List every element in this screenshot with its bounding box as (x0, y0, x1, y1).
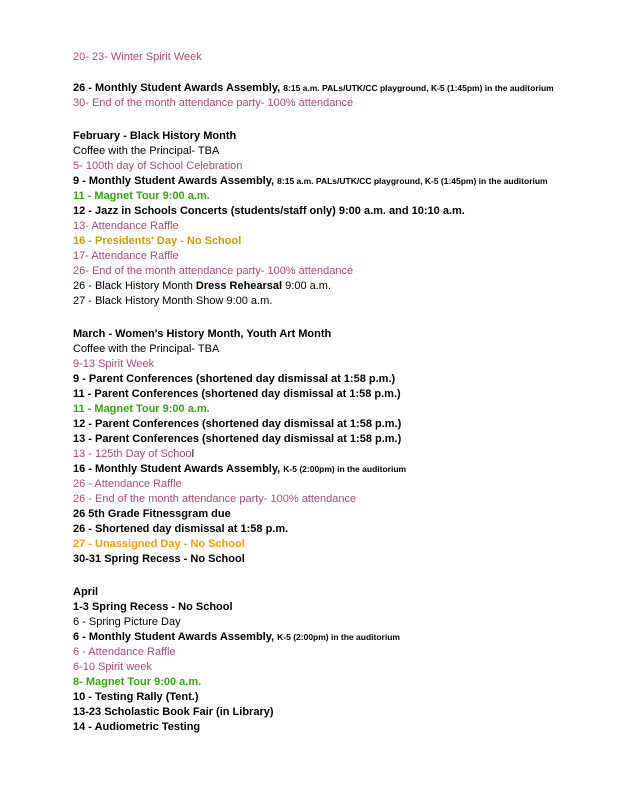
feb-rehearsal-pre: 26 - Black History Month (73, 280, 196, 292)
mar-conferences-11: 11 - Parent Conferences (shortened day dismissal at 1:58 p.m.) (73, 388, 401, 400)
feb-dress-rehearsal (73, 279, 578, 294)
mar-125th-day (73, 447, 578, 462)
feb-assembly-details: 8:15 a.m. PALs/UTK/CC playground, K-5 (1:45pm) in the auditorium (277, 176, 548, 186)
feb-rehearsal-post: 9:00 a.m. (282, 280, 332, 292)
apr-book-fair: 13-23 Scholastic Book Fair (in Library) (73, 706, 274, 718)
mar-spring-recess: 30-31 Spring Recess - No School (73, 553, 245, 565)
mar-assembly-title: 16 - Monthly Student Awards Assembly, (73, 463, 281, 475)
mar-raffle: 26 - Attendance Raffle (73, 478, 182, 490)
apr-assembly-details: K-5 (2:00pm) in the auditorium (277, 632, 400, 642)
mar-125th-day-text: 13 - 125th Day of Schoo (73, 448, 192, 460)
april-heading: April (73, 586, 99, 598)
mar-conferences-13: 13 - Parent Conferences (shortened day dismissal at 1:58 p.m.) (73, 433, 402, 445)
feb-assembly-title: 9 - Monthly Student Awards Assembly, (73, 175, 275, 187)
apr-awards-assembly (73, 630, 578, 645)
feb-awards-assembly (73, 174, 578, 189)
feb-jazz-concert: 12 - Jazz in Schools Concerts (students/staff only) 9:00 a.m. and 10:10 a.m. (73, 205, 465, 217)
february-heading: February - Black History Month (73, 130, 237, 142)
mar-conferences-9: 9 - Parent Conferences (shortened day dismissal at 1:58 p.m.) (73, 373, 396, 385)
feb-attendance-party: 26- End of the month attendance party- 100% attendance (73, 265, 354, 277)
mar-fitnessgram: 26 5th Grade Fitnessgram due (73, 508, 231, 520)
winter-spirit-week: 20- 23- Winter Spirit Week (73, 51, 202, 63)
mar-assembly-details: K-5 (2:00pm) in the auditorium (283, 464, 407, 474)
apr-testing-rally: 10 - Testing Rally (Tent.) (73, 691, 199, 703)
mar-conferences-12: 12 - Parent Conferences (shortened day dismissal at 1:58 p.m.) (73, 418, 402, 430)
mar-attendance-party: 26 - End of the month attendance party- 100% attendance (73, 493, 357, 505)
apr-picture-day: 6 - Spring Picture Day (73, 616, 181, 628)
apr-audiometric: 14 - Audiometric Testing (73, 721, 201, 733)
mar-coffee: Coffee with the Principal- TBA (73, 343, 220, 355)
apr-magnet-tour: 8- Magnet Tour 9:00 a.m. (73, 676, 202, 688)
mar-shortened-day: 26 - Shortened day dismissal at 1:58 p.m. (73, 523, 289, 535)
mar-unassigned-day: 27 - Unassigned Day - No School (73, 538, 245, 550)
apr-assembly-title: 6 - Monthly Student Awards Assembly, (73, 631, 275, 643)
feb-coffee: Coffee with the Principal- TBA (73, 145, 220, 157)
mar-magnet-tour: 11 - Magnet Tour 9:00 a.m. (73, 403, 210, 415)
feb-presidents-day: 16 - Presidents' Day - No School (73, 235, 242, 247)
mar-spirit-week: 9-13 Spirit Week (73, 358, 155, 370)
spacer (73, 567, 578, 585)
jan-attendance-party: 30- End of the month attendance party- 100% attendance (73, 97, 354, 109)
feb-raffle-13: 13- Attendance Raffle (73, 220, 179, 232)
feb-100th-day: 5- 100th day of School Celebration (73, 160, 243, 172)
feb-history-show: 27 - Black History Month Show 9:00 a.m. (73, 295, 273, 307)
mar-awards-assembly (73, 462, 578, 477)
feb-magnet-tour: 11 - Magnet Tour 9:00 a.m. (73, 190, 210, 202)
jan-awards-assembly (73, 81, 578, 96)
march-heading: March - Women's History Month, Youth Art Month (73, 328, 332, 340)
jan-assembly-details: 8:15 a.m. PALs/UTK/CC playground, K-5 (1:45pm) in the auditorium (283, 83, 554, 93)
apr-spirit-week: 6-10 Spirit week (73, 661, 152, 673)
apr-raffle: 6 - Attendance Raffle (73, 646, 176, 658)
spacer (73, 111, 578, 129)
feb-rehearsal-bold: Dress Rehearsal (195, 280, 283, 292)
mar-125th-day-tail: l (191, 448, 195, 460)
spacer (73, 309, 578, 327)
feb-raffle-17: 17- Attendance Raffle (73, 250, 179, 262)
apr-spring-recess: 1-3 Spring Recess - No School (73, 601, 233, 613)
jan-assembly-title: 26 - Monthly Student Awards Assembly, (73, 82, 281, 94)
